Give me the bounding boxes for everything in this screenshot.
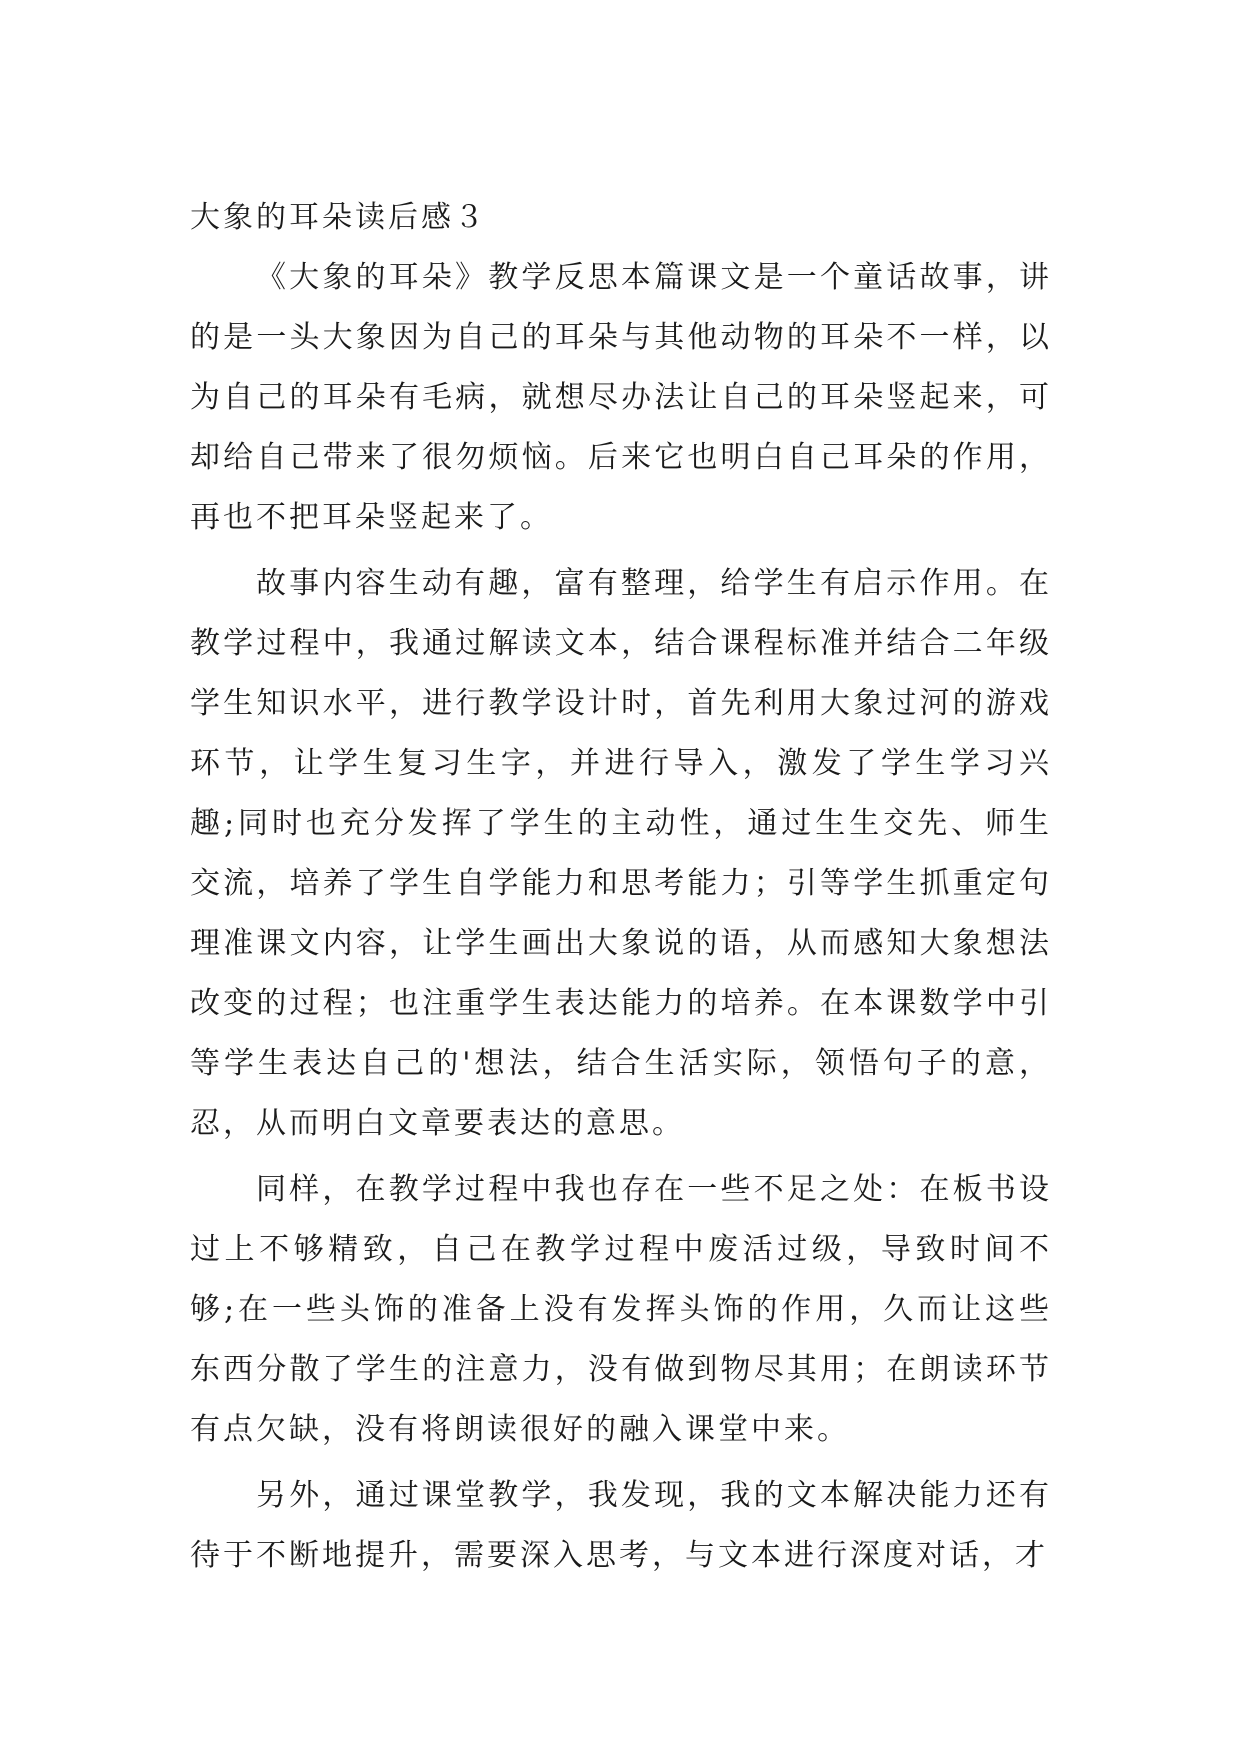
document-body	[190, 188, 1052, 1592]
paragraph-4: 另外，通过课堂教学，我发现，我的文本解决能力还有待于不断地提升，需要深入思考，与文本进行深度对话，才	[190, 1478, 1052, 1573]
document-title: 大象的耳朵读后感３	[190, 200, 487, 235]
paragraph-1: 《大象的耳朵》教学反思本篇课文是一个童话故事，讲的是一头大象因为自己的耳朵与其他动物的耳朵不一样，以为自己的耳朵有毛病，就想尽办法让自己的耳朵竖起来，可却给自己带来了很勿烦恼。后来它也明白自己耳朵的作用，再也不把耳朵竖起来了。	[190, 260, 1052, 535]
paragraph-2: 故事内容生动有趣，富有整理，给学生有启示作用。在教学过程中，我通过解读文本，结合课程标准并结合二年级学生知识水平，进行教学设计时，首先利用大象过河的游戏环节，让学生复习生字，并进行导入，激发了学生学习兴趣;同时也充分发挥了学生的主动性，通过生生交先、师生交流，培养了学生自学能力和思考能力；引等学生抓重定句理准课文内容，让学生画出大象说的语，从而感知大象想法改变的过程；也注重学生表达能力的培养。在本课数学中引等学生表达自己的'想法，结合生活实际，领悟句子的意，忍，从而明白文章要表达的意思。	[190, 566, 1052, 1141]
paragraph-3: 同样，在教学过程中我也存在一些不足之处：在板书设过上不够精致，自己在教学过程中废活过级，导致时间不够;在一些头饰的准备上没有发挥头饰的作用，久而让这些东西分散了学生的注意力，没有做到物尽其用；在朗读环节有点欠缺，没有将朗读很好的融入课堂中来。	[190, 1172, 1052, 1447]
